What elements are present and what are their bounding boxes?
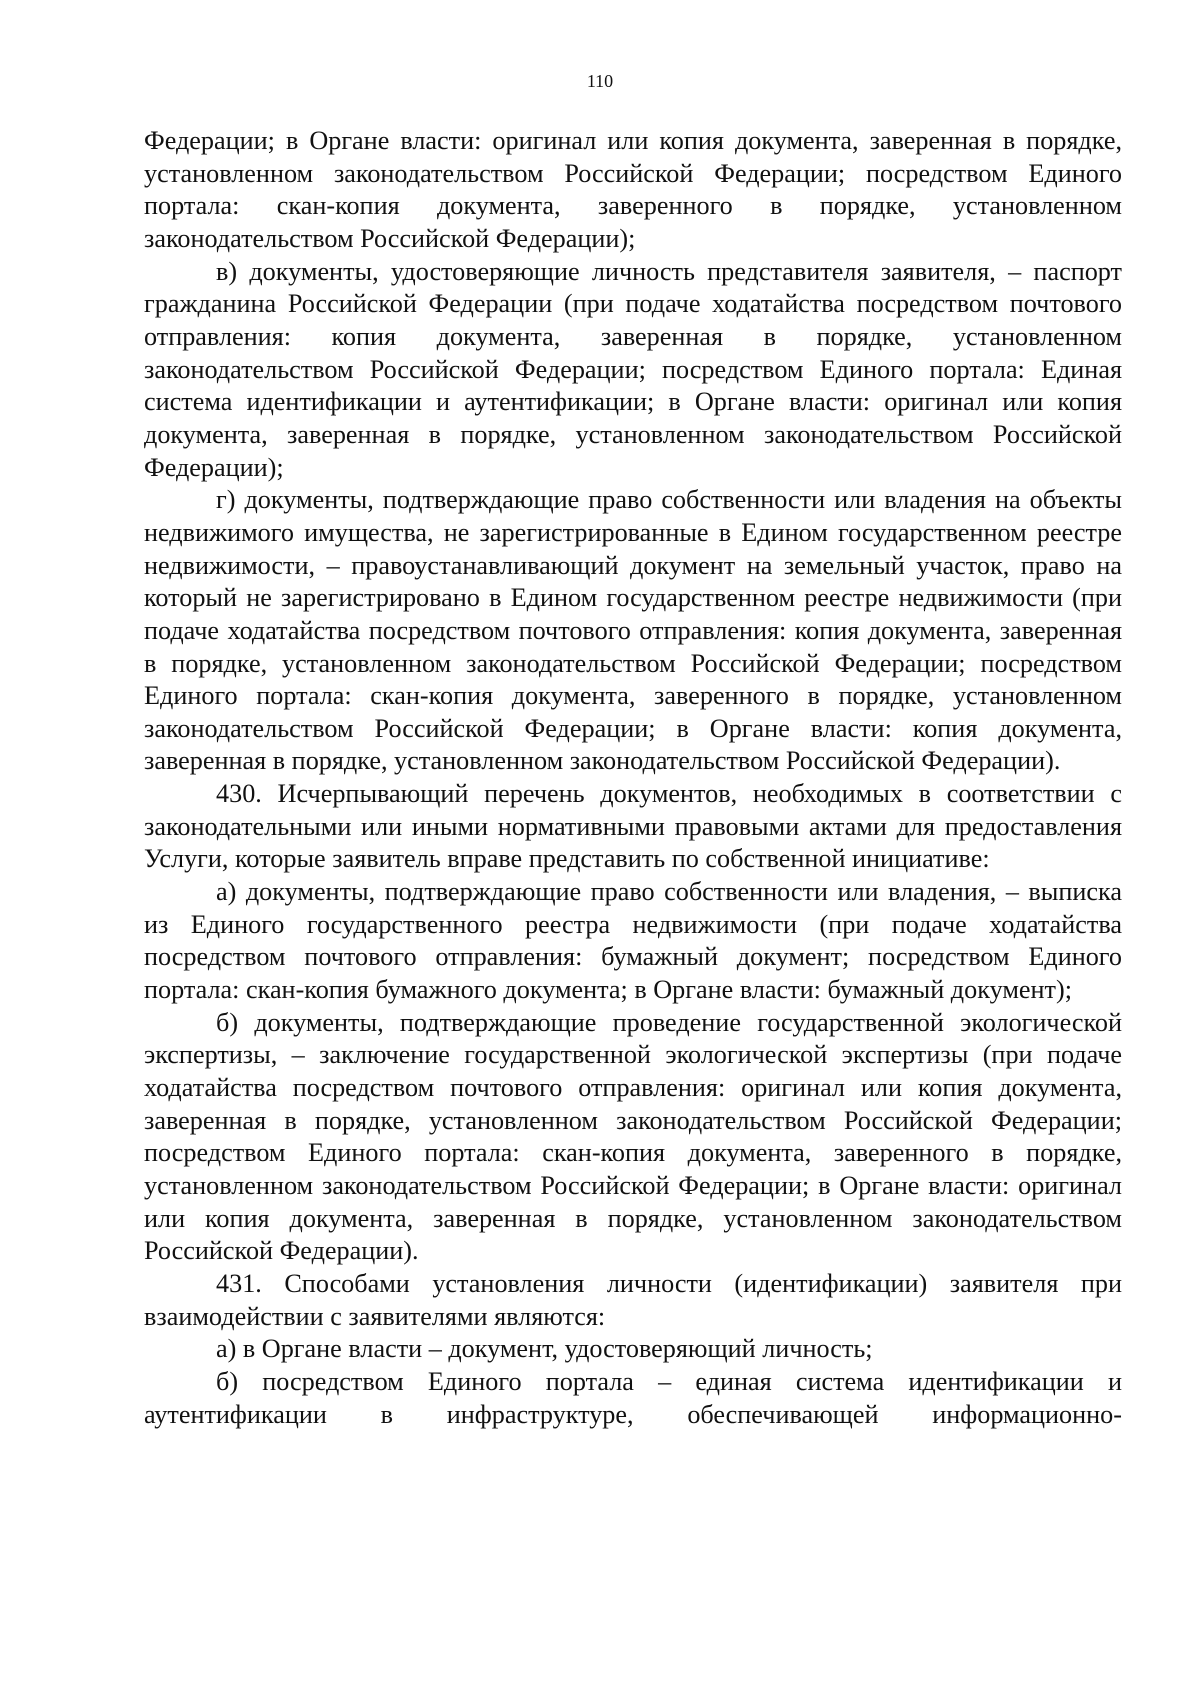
- paragraph-clause-430: 430. Исчерпывающий перечень документов, необходимых в соответствии с законодательными или иными нормативными правовыми актами для предоставления Услуги, которые заявитель вправе представить по собственной инициативе:: [144, 779, 1122, 874]
- page-number: 110: [586, 71, 614, 91]
- paragraph-item-b-430: б) документы, подтверждающие проведение государственной экологической экспертизы, – заключение государственной экологической экспертизы (при подаче ходатайства посредством почтового отправления: оригинал или копия документа, заверенная в порядке, установленном законодательством Российской Федерации; посредством Единого портала: скан-копия документа, заверенного в порядке, установленном законодательством Российской Федерации; в Органе власти: оригинал или копия документа, заверенная в порядке, установленном законодательством Российской Федерации).: [144, 1007, 1122, 1266]
- paragraph-item-g: г) документы, подтверждающие право собственности или владения на объекты недвижимого имущества, не зарегистрированные в Едином государственном реестре недвижимости, – правоустанавливающий документ на земельный участок, право на который не зарегистрировано в Едином государственном реестре недвижимости (при подаче ходатайства посредством почтового отправления: копия документа, заверенная в порядке, установленном законодательством Российской Федерации; посредством Единого портала: скан-копия документа, заверенного в порядке, установленном законодательством Российской Федерации; в Органе власти: копия документа, заверенная в порядке, установленном законодательством Российской Федерации).: [144, 485, 1122, 776]
- paragraph-item-a-430: а) документы, подтверждающие право собственности или владения, – выписка из Единого государственного реестра недвижимости (при подаче ходатайства посредством почтового отправления: бумажный документ; посредством Единого портала: скан-копия бумажного документа; в Органе власти: бумажный документ);: [144, 877, 1122, 1005]
- paragraph-item-a-431: а) в Органе власти – документ, удостоверяющий личность;: [216, 1334, 873, 1364]
- paragraph-item-v: в) документы, удостоверяющие личность представителя заявителя, – паспорт гражданина Российской Федерации (при подаче ходатайства посредством почтового отправления: копия документа, заверенная в порядке, установленном законодательством Российской Федерации; посредством Единого портала: Единая система идентификации и аутентификации; в Органе власти: оригинал или копия документа, заверенная в порядке, установленном законодательством Российской Федерации);: [144, 256, 1122, 482]
- paragraph-item-b-431: б) посредством Единого портала – единая система идентификации и аутентификации в инфраструктуре, обеспечивающей информационно-: [144, 1366, 1122, 1429]
- paragraph-clause-431: 431. Способами установления личности (идентификации) заявителя при взаимодействии с заявителями являются:: [144, 1268, 1122, 1331]
- paragraph-continuation: Федерации; в Органе власти: оригинал или копия документа, заверенная в порядке, установленном законодательством Российской Федерации; посредством Единого портала: скан-копия документа, заверенного в порядке, установленном законодательством Российской Федерации);: [144, 126, 1122, 253]
- document-body: [144, 125, 1122, 1431]
